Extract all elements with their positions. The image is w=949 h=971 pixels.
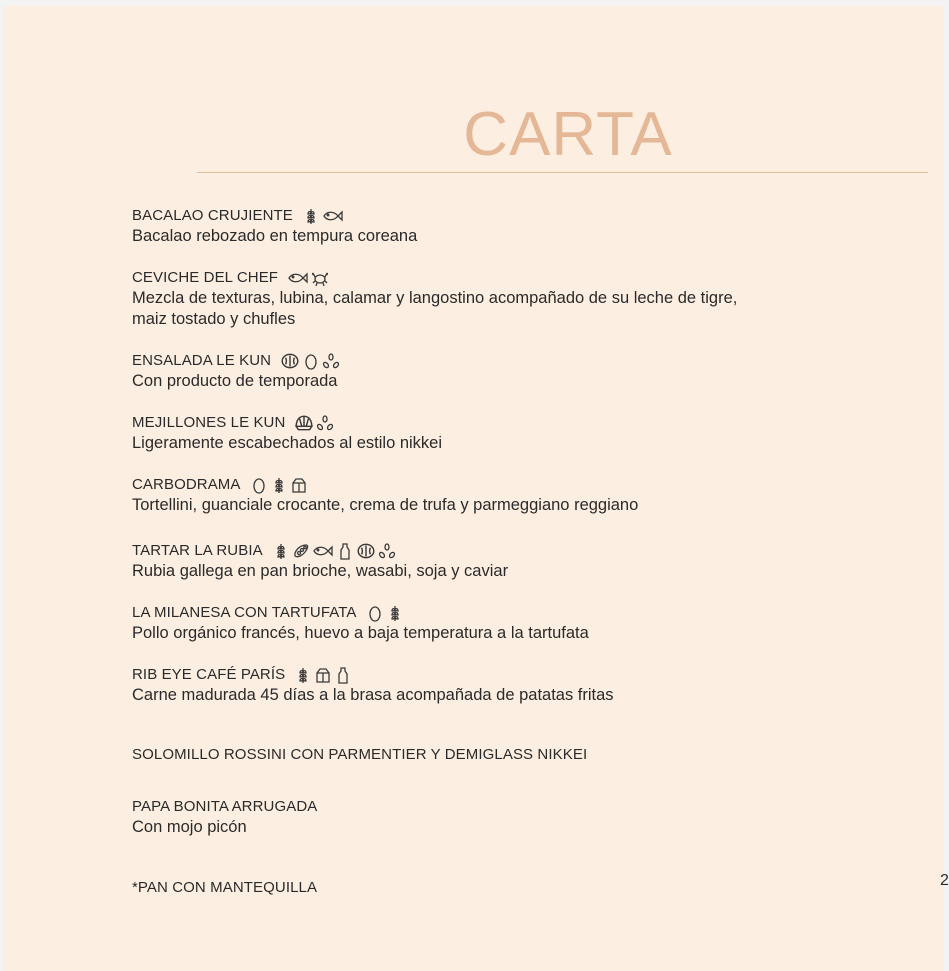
bottle-icon [336,542,354,560]
dish-description: Con mojo picón [132,818,247,836]
allergen-icons [280,351,340,371]
nut-icon [280,351,300,371]
shell-icon [294,413,314,433]
milk-carton-icon [290,476,308,494]
dish-item [132,745,912,765]
dish-item [132,413,912,454]
dish-description: Tortellini, guanciale crocante, crema de trufa y parmeggiano reggiano [132,496,639,514]
dish-name: LA MILANESA CON TARTUFATA [132,604,357,621]
milk-carton-icon [314,666,332,684]
dish-description: Mezcla de texturas, lubina, calamar y langostino acompañado de su leche de tigre, [132,289,738,307]
dish-name: *PAN CON MANTEQUILLA [132,879,318,896]
dish-name: RIB EYE CAFÉ PARÍS [132,666,286,683]
fish-icon [322,207,344,225]
dish-item [132,268,912,330]
title-divider [197,172,928,173]
sesame-icon [322,352,340,370]
dish-item [132,878,912,898]
allergen-icons [302,207,344,225]
dish-name: CEVICHE DEL CHEF [132,269,279,286]
allergen-icons [250,476,308,494]
wheat-icon [302,207,320,225]
allergen-icons [272,541,396,561]
dish-item [132,797,912,838]
wheat-icon [270,476,288,494]
page-number: 2 [940,872,949,889]
dish-item [132,603,912,644]
allergen-icons [287,269,329,287]
dish-description: Pollo orgánico francés, huevo a baja temperatura a la tartufata [132,624,589,642]
fish-icon [287,269,309,287]
fish-icon [312,542,334,560]
dish-description: Rubia gallega en pan brioche, wasabi, soja y caviar [132,562,509,580]
dish-item [132,475,912,516]
crab-icon [311,269,329,287]
dish-description: Ligeramente escabechados al estilo nikkei [132,434,443,452]
menu-page [3,6,949,971]
dish-name: TARTAR LA RUBIA [132,542,263,559]
dish-item [132,351,912,392]
dish-item [132,206,912,247]
page-title: CARTA [463,100,673,169]
allergen-icons [294,666,352,684]
egg-icon [302,352,320,370]
dish-name: CARBODRAMA [132,476,241,493]
soy-icon [292,542,310,560]
dish-item [132,665,912,706]
nut-icon [356,541,376,561]
dish-description-line2: maiz tostado y chufles [132,310,296,328]
dish-description: Bacalao rebozado en tempura coreana [132,227,418,245]
egg-icon [250,476,268,494]
dish-name: ENSALADA LE KUN [132,352,272,369]
sesame-icon [378,542,396,560]
wheat-icon [272,542,290,560]
sesame-icon [316,414,334,432]
allergen-icons [294,413,334,433]
dish-name: BACALAO CRUJIENTE [132,207,293,224]
dish-description: Con producto de temporada [132,372,338,390]
dish-name: PAPA BONITA ARRUGADA [132,798,318,815]
bottle-icon [334,666,352,684]
dish-description: Carne madurada 45 días a la brasa acompañada de patatas fritas [132,686,614,704]
wheat-icon [386,604,404,622]
dish-name: MEJILLONES LE KUN [132,414,286,431]
egg-icon [366,604,384,622]
dish-name: SOLOMILLO ROSSINI CON PARMENTIER Y DEMIGLASS NIKKEI [132,746,588,763]
wheat-icon [294,666,312,684]
allergen-icons [366,604,404,622]
dish-item [132,541,912,582]
